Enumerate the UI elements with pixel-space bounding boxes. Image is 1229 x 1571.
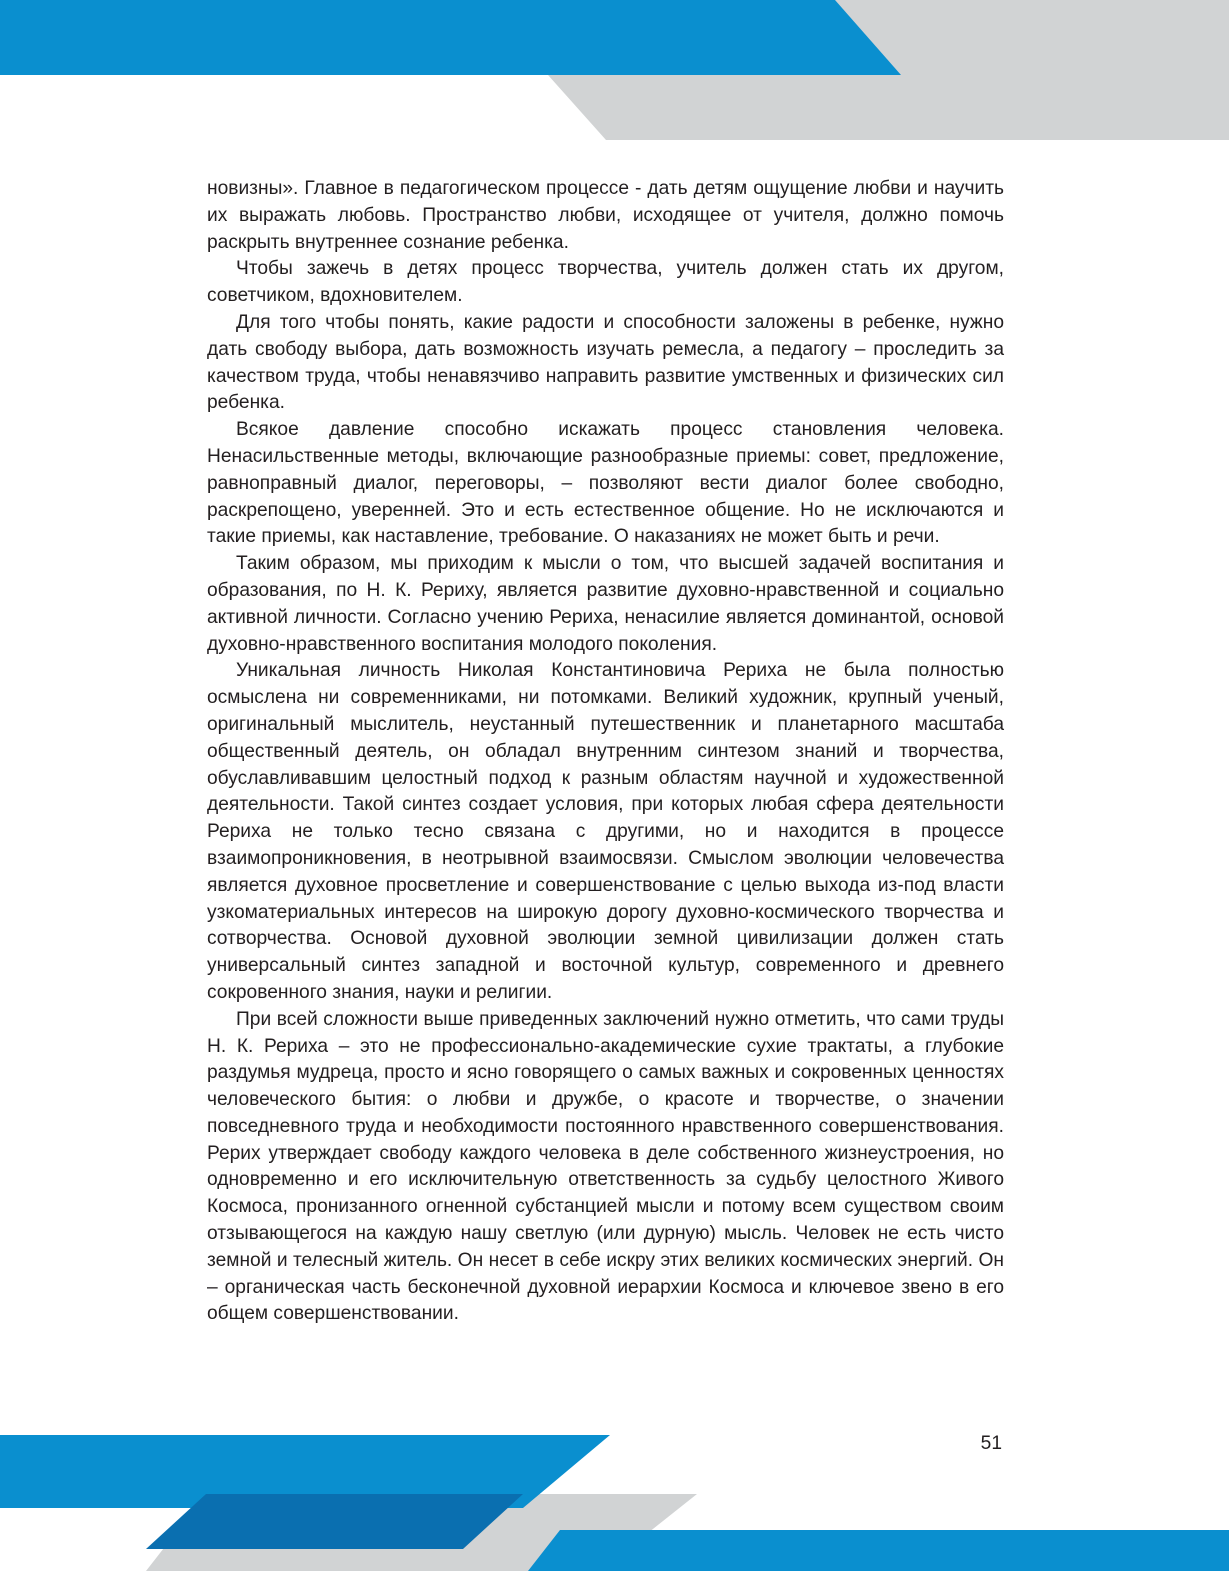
paragraph: При всей сложности выше приведенных заключений нужно отметить, что сами труды Н. К. Рериха – это не профессионально-академические сухие трактаты, а глубокие раздумья мудреца, просто и ясно говорящего о самых важных и сокровенных ценностях человеческого бытия: о любви и дружбе, о красоте и творчестве, о значении повседневного труда и необходимости постоянного нравственного совершенствования. Рерих утверждает свободу каждого человека в деле собственного жизнеустроения, но одновременно и его исключительную ответственность за судьбу целостного Живого Космоса, пронизанного огненной субстанцией мысли и потому всем существом своим отзывающегося на каждую нашу светлую (или дурную) мысль. Человек не есть чисто земной и телесный житель. Он несет в себе искру этих великих космических энергий. Он – органическая часть бесконечной духовной иерархии Космоса и ключевое звено в его общем совершенствовании. [207,1008,1004,1325]
paragraph: Для того чтобы понять, какие радости и способности заложены в ребенке, нужно дать свободу выбора, дать возможность изучать ремесла, а педагогу – проследить за качеством труда, чтобы ненавязчиво направить развитие умственных и физических сил ребенка. [207,311,1004,414]
body-text [207,176,1004,1328]
footer-dark-blue-band [146,1494,523,1549]
paragraph: Таким образом, мы приходим к мысли о том, что высшей задачей воспитания и образования, по Н. К. Рериху, является развитие духовно-нравственной и социально активной личности. Согласно учению Рериха, ненасилие является доминантой, основой духовно-нравственного воспитания молодого поколения. [207,553,1004,655]
footer-blue-strip [528,1530,1229,1571]
paragraph: Уникальная личность Николая Константиновича Рериха не была полностью осмыслена ни современниками, ни потомками. Великий художник, крупный ученый, оригинальный мыслитель, неустанный путешественник и планетарного масштаба общественный деятель, он обладал внутренним синтезом знаний и творчества, обуславливавшим целостный подход к разным областям научной и художественной деятельности. Такой синтез создает условия, при которых любая сфера деятельности Рериха не только тесно связана с другими, но и находится в процессе взаимопроникновения, в неотрывной взаимосвязи. Смыслом эволюции человечества является духовное просветление и совершенствование с целью выхода из-под власти узкоматериальных интересов на широкую дорогу духовно-космического творчества и сотворчества. Основой духовной эволюции земной цивилизации должен стать универсальный синтез западной и восточной культур, современного и древнего сокровенного знания, науки и религии. [207,660,1004,1003]
paragraph: новизны». Главное в педагогическом процессе - дать детям ощущение любви и научить их выражать любовь. Пространство любви, исходящее от учителя, должно помочь раскрыть внутреннее сознание ребенка. [207,178,1004,253]
paragraph: Всякое давление способно искажать процесс становления человека. Ненасильственные методы, включающие разнообразные приемы: совет, предложение, равноправный диалог, переговоры, – позволяют вести диалог более свободно, раскрепощено, уверенней. Это и есть естественное общение. Но не исключаются и такие приемы, как наставление, требование. О наказаниях не может быть и речи. [207,419,1004,548]
header-blue-band [0,0,901,75]
page-number: 51 [980,1433,1002,1454]
paragraph: Чтобы зажечь в детях процесс творчества, учитель должен стать их другом, советчиком, вдохновителем. [207,258,1004,307]
